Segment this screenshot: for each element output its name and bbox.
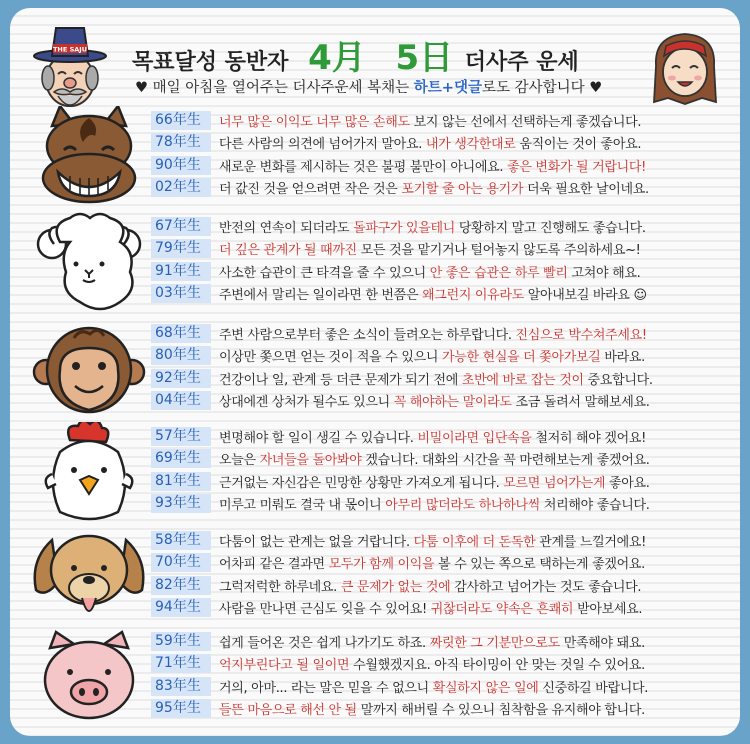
fortune-text [219, 156, 646, 175]
fortune-segment: 중요합니다. [583, 372, 653, 388]
fortune-row [151, 530, 731, 550]
fortune-text [219, 472, 650, 491]
fortune-segment: 만족해야 돼요. [559, 635, 645, 651]
fortune-text [219, 632, 645, 651]
title-suffix: 더사주 운세 [464, 50, 579, 75]
birth-year-badge: 93年生 [151, 494, 211, 513]
fortune-card [10, 8, 740, 736]
birth-year-badge: 82年生 [151, 576, 211, 595]
birth-year-badge: 58年生 [151, 531, 211, 550]
subtitle-highlight: 하트+댓글 [413, 80, 482, 96]
fortune-segment: 보지 않는 선에서 선택하는게 좋겠습니다. [409, 114, 642, 130]
horse-icon [30, 106, 148, 206]
fortune-row [151, 471, 731, 491]
birth-year-badge: 02年生 [151, 178, 211, 197]
fortune-segment: 이상만 쫓으면 얻는 것이 적을 수 있으니 [219, 350, 442, 366]
fortune-segment: 근거없는 자신감은 민망한 상황만 가져오게 됩니다. [219, 475, 504, 491]
birth-year-badge: 69年生 [151, 449, 211, 468]
fortune-row [151, 261, 731, 281]
fortune-row [151, 178, 731, 198]
fortune-segment: 다른 사람의 의견에 넘어가지 말아요. [219, 137, 426, 153]
fortune-segment: 수월했겠지요. 아직 타이밍이 안 맞는 것일 수 있어요. [349, 658, 645, 674]
fortune-segment: 고쳐야 해요. [567, 265, 641, 281]
fortune-segment: 더 값진 것을 얻으려면 작은 것은 [219, 182, 402, 198]
fortune-segment: 그럭저럭한 하루네요. [219, 579, 341, 595]
title-month: 4月 [308, 38, 366, 78]
fortune-row [151, 346, 731, 366]
fortune-segment: 오늘은 [219, 453, 260, 469]
fortune-text [219, 284, 647, 303]
birth-year-badge: 95年生 [151, 699, 211, 718]
fortune-text [219, 531, 646, 550]
fortune-highlight: 귀찮더라도 약속은 흔쾌히 [430, 602, 574, 618]
title-day: 5日 [395, 38, 454, 78]
fortune-highlight: 자녀들을 돌아봐야 [259, 453, 362, 469]
fortune-segment: 사람을 만나면 근심도 잊을 수 있어요! [219, 602, 431, 618]
fortune-highlight: 안 좋은 습관은 하루 빨리 [429, 265, 568, 281]
fortune-highlight: 너무 많은 이익도 너무 많은 손해도 [219, 114, 410, 130]
fortune-highlight: 진심으로 박수쳐주세요! [515, 327, 647, 343]
fortune-segment: 바라요. [600, 350, 646, 366]
fortune-row [151, 575, 731, 595]
birth-year-badge: 83年生 [151, 677, 211, 696]
fortune-highlight: 모두가 함께 이익을 [328, 557, 435, 573]
hat-text: THE SAJU [53, 45, 87, 54]
fortune-segment: 변명해야 할 일이 생길 수 있습니다. [219, 430, 418, 446]
fortune-row [151, 368, 731, 388]
fortune-text [219, 346, 645, 365]
monkey-icon [30, 320, 148, 420]
fortune-highlight: 돌파구가 있을테니 [353, 220, 455, 236]
fortune-highlight: 가능한 현실을 더 쫓아가보길 [441, 350, 601, 366]
fortune-highlight: 왜그런지 이유라도 [422, 288, 524, 304]
fortune-highlight: 더 깊은 관계가 될 때까진 [219, 243, 357, 259]
fortune-text [219, 324, 647, 343]
fortune-segment: 미루고 미뤄도 결국 내 몫이니 [219, 498, 386, 514]
fortune-segment: 다툼이 없는 관계는 없을 거랍니다. [219, 534, 414, 550]
fortune-segment: 볼 수 있는 쪽으로 택하는게 좋겠어요. [434, 557, 645, 573]
fortune-highlight: 포기할 줄 아는 용기가 [401, 182, 524, 198]
fortune-row [151, 449, 731, 469]
rooster-icon [30, 422, 148, 522]
fortune-highlight: 꼭 해야하는 말이라도 [393, 395, 512, 411]
fortune-segment: 당황하지 말고 진행해도 좋습니다. [454, 220, 646, 236]
fortune-row [151, 391, 731, 411]
birth-year-badge: 71年生 [151, 654, 211, 673]
fortune-highlight: 다툼 이후에 더 돈독한 [413, 534, 536, 550]
fortune-row [151, 284, 731, 304]
fortune-text [219, 654, 645, 673]
fortune-segment: 철저히 해야 겠어요! [531, 430, 647, 446]
fortune-highlight: 억지부린다고 될 일이면 [219, 658, 350, 674]
fortune-row [151, 155, 731, 175]
fortune-segment: 주변 사람으로부터 좋은 소식이 들려오는 하루랍니다. [219, 327, 516, 343]
birth-year-badge: 68年生 [151, 324, 211, 343]
fortune-segment: 새로운 변화를 제시하는 것은 불평 불만이 아니에요. [219, 159, 508, 175]
fortune-segment: 받아보세요. [573, 602, 643, 618]
fortune-highlight: 내가 생각한대로 [425, 137, 516, 153]
saju-woman-avatar [650, 26, 720, 112]
subtitle-post: 로도 감사합니다 ♥ [481, 80, 603, 96]
fortune-text [219, 178, 649, 197]
birth-year-badge: 57年生 [151, 427, 211, 446]
saju-master-avatar [32, 18, 108, 118]
subtitle-pre: ♥ 매일 아침을 열어주는 더사주운세 복채는 [135, 80, 410, 96]
birth-year-badge: 94年生 [151, 598, 211, 617]
fortune-highlight: 짜릿한 그 기분만으로도 [429, 635, 560, 651]
fortune-segment: 거의, 아마... 라는 말은 믿을 수 없으니 [219, 680, 433, 696]
fortune-segment: 감사하고 넘어가는 것도 좋습니다. [450, 579, 642, 595]
birth-year-badge: 66年生 [151, 111, 211, 130]
fortune-highlight: 초반에 바로 잡는 것이 [461, 372, 584, 388]
fortune-segment: 더욱 필요한 날이네요. [523, 182, 649, 198]
fortune-segment: 좋아요. [605, 475, 650, 491]
fortune-segment: 말까지 해버릴 수 있으니 침착함을 유지해야 합니다. [356, 703, 645, 719]
fortune-row [151, 216, 731, 236]
sheep-icon [30, 212, 148, 312]
fortune-row [151, 426, 731, 446]
birth-year-badge: 80年生 [151, 346, 211, 365]
fortune-segment: 사소한 습관이 큰 타격을 줄 수 있으니 [219, 265, 430, 281]
birth-year-badge: 67年生 [151, 217, 211, 236]
birth-year-badge: 78年生 [151, 133, 211, 152]
fortune-segment: 쉽게 들어온 것은 쉽게 나가기도 하죠. [219, 635, 430, 651]
fortune-row [151, 676, 731, 696]
fortune-highlight: 아무리 많더라도 하나하나씩 [385, 498, 541, 514]
fortune-highlight: 모르면 넘어가는게 [503, 475, 606, 491]
fortune-row [151, 239, 731, 259]
fortune-segment: 반전의 연속이 되더라도 [219, 220, 354, 236]
fortune-highlight: 큰 문제가 없는 것에 [340, 579, 451, 595]
fortune-segment: 주변에서 말리는 일이라면 한 번쯤은 [219, 288, 423, 304]
fortune-text [219, 239, 641, 258]
fortune-text [219, 427, 646, 446]
page-title [132, 30, 579, 79]
subtitle [135, 76, 602, 97]
fortune-row [151, 494, 731, 514]
dog-icon [30, 528, 148, 628]
fortune-segment: 신중하길 바랍니다. [538, 680, 649, 696]
fortune-segment: 조금 돌려서 말해보세요. [511, 395, 650, 411]
birth-year-badge: 90年生 [151, 156, 211, 175]
fortune-text [219, 111, 641, 130]
birth-year-badge: 03年生 [151, 284, 211, 303]
fortune-highlight: 비밀이라면 입단속을 [417, 430, 532, 446]
fortune-text [219, 391, 650, 410]
fortune-text [219, 262, 640, 281]
birth-year-badge: 04年生 [151, 391, 211, 410]
fortune-segment: 건강이나 일, 관계 등 더큰 문제가 되기 전에 [219, 372, 462, 388]
birth-year-badge: 79年生 [151, 239, 211, 258]
fortune-row [151, 699, 731, 719]
fortune-text [219, 494, 650, 513]
fortune-text [219, 553, 645, 572]
fortune-text [219, 449, 650, 468]
header [10, 8, 740, 118]
fortune-segment: 모든 것을 맡기거나 털어놓지 않도록 주의하세요~! [356, 243, 641, 259]
birth-year-badge: 81年生 [151, 472, 211, 491]
fortune-row [151, 598, 731, 618]
fortune-segment: 상대에겐 상처가 될수도 있으니 [219, 395, 394, 411]
fortune-text [219, 217, 646, 236]
fortune-highlight: 확실하지 않은 일에 [432, 680, 539, 696]
fortune-segment: 겠습니다. 대화의 시간을 꼭 마련해보는게 좋겠어요. [361, 453, 650, 469]
birth-year-badge: 91年生 [151, 262, 211, 281]
birth-year-badge: 59年生 [151, 632, 211, 651]
fortune-row [151, 110, 731, 130]
fortune-row [151, 654, 731, 674]
birth-year-badge: 70年生 [151, 553, 211, 572]
birth-year-badge: 92年生 [151, 369, 211, 388]
fortune-text [219, 699, 645, 718]
fortune-text [219, 677, 648, 696]
fortune-segment: 처리해야 좋습니다. [540, 498, 650, 514]
fortune-segment: 관계를 느낄거에요! [535, 534, 647, 550]
fortune-row [151, 323, 731, 343]
fortune-text [219, 133, 641, 152]
fortune-row [151, 631, 731, 651]
fortune-row [151, 553, 731, 573]
fortune-row [151, 133, 731, 153]
fortune-highlight: 들뜬 마음으로 해선 안 될 [219, 703, 357, 719]
fortune-segment: 움직이는 것이 좋아요. [515, 137, 642, 153]
fortune-text [219, 369, 653, 388]
fortune-highlight: 좋은 변화가 될 거랍니다! [507, 159, 647, 175]
fortune-text [219, 576, 641, 595]
fortune-segment: 알아내보길 바라요 ☺ [523, 288, 647, 304]
pig-icon [30, 628, 148, 728]
title-prefix: 목표달성 동반자 [132, 50, 289, 75]
fortune-text [219, 598, 642, 617]
fortune-segment: 어차피 같은 결과면 [219, 557, 329, 573]
